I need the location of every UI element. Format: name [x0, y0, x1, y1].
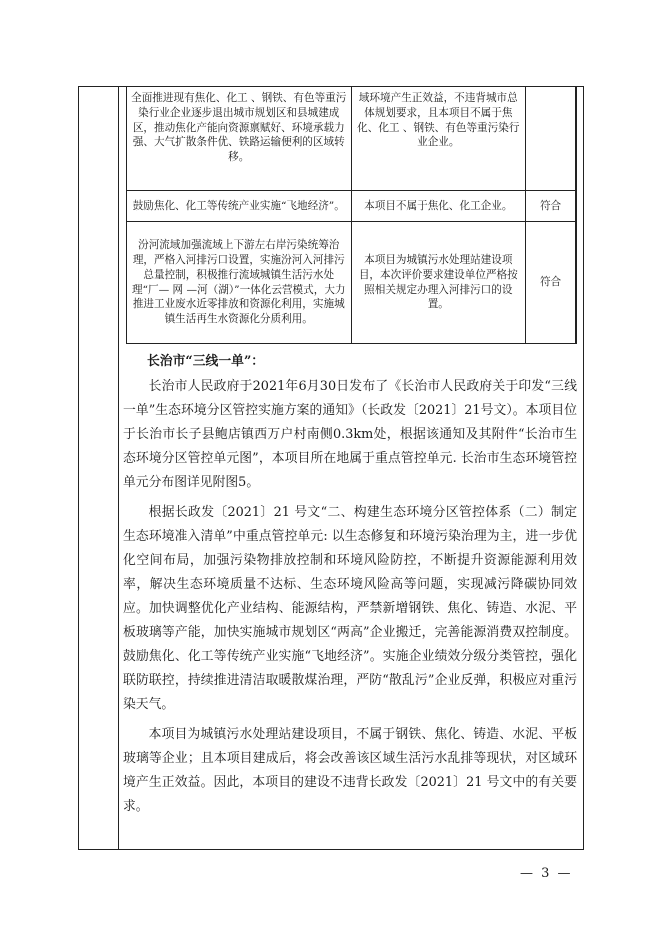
table-row — [127, 191, 576, 222]
page-number: — 3 — — [520, 866, 573, 881]
table-row — [127, 222, 576, 344]
analysis-cell: 域环境产生正效益，不违背城市总体规划要求，且本项目不属于焦化、化工 、钢铁、有色等重污染行业企业。 — [351, 87, 526, 191]
table-right-edge — [576, 86, 577, 344]
compliance-table — [126, 86, 576, 344]
result-cell: 符合 — [526, 222, 576, 344]
result-cell: 符合 — [526, 191, 576, 222]
requirement-cell: 汾河流域加强流域上下游左右岸污染统筹治理，严格入河排污口设置，实施汾河入河排污总量控制，积极推行流域城镇生活污水处理“厂— 网 —河（湖）”一体化云营模式，大力推进工业废水近零排放和资源化利用，实施城镇生活再生水资源化分质利用。 — [127, 222, 352, 344]
result-cell — [526, 87, 576, 191]
analysis-cell: 本项目不属于焦化、化工企业。 — [351, 191, 526, 222]
section-heading: 长治市“三线一单”： — [147, 354, 265, 369]
requirement-cell: 鼓励焦化、化工等传统产业实施“飞地经济”。 — [127, 191, 352, 222]
paragraph: 长治市人民政府于2021年6月30日发布了《长治市人民政府关于印发“三线一单”生态环境分区管控实施方案的通知》（长政发〔2021〕21号文）。本项目位于长治市长子县鲍店镇西万户村南侧0.3km处，根据该通知及其附件“长治市生态环境分区管控单元图”，本项目所在地属于重点管控单元. 长治市生态环境管控单元分布图详见附图5。 — [123, 379, 577, 490]
paragraph: 本项目为城镇污水处理站建设项目，不属于钢铁、焦化、铸造、水泥、平板玻璃等企业；且本项目建成后，将会改善该区域生活污水乱排等现状，对区域环境产生正效益。因此，本项目的建设不违背长政发〔2021〕21 号文中的有关要求。 — [123, 727, 577, 814]
requirement-cell: 全面推进现有焦化、化工 、钢铁、有色等重污染行业企业逐步退出城市规划区和县城建成区，推动焦化产能向资源禀赋好、环境承载力强、大气扩散条件优、铁路运输便利的区域转移。 — [127, 87, 352, 191]
section-content — [119, 344, 581, 819]
paragraph: 根据长政发〔2021〕21 号文“二、构建生态环境分区管控体系（二）制定生态环境准入清单”中重点管控单元: 以生态修复和环境污染治理为主，进一步优化空间布局，加强污染物排放控制和环境风险防控，不断提升资源能源利用效率，解决生态环境质量不达标、生态环境风险高等问题，实现减污降碳协同效应。加快调整优化产业结构、能源结构，严禁新增钢铁、焦化、铸造、水泥、平板玻璃等产能，加快实施城市规划区“两高”企业搬迁，完善能源消费双控制度。鼓励焦化、化工等传统产业实施“飞地经济”。实施企业绩效分级分类管控，强化联防联控，持续推进清洁取暖散煤治理，严防“散乱污”企业反弹，积极应对重污染天气。 — [123, 505, 577, 712]
table-row — [127, 87, 576, 191]
analysis-cell: 本项目为城镇污水处理站建设项目，本次评价要求建设单位严格按照相关规定办理入河排污口的设置。 — [351, 222, 526, 344]
